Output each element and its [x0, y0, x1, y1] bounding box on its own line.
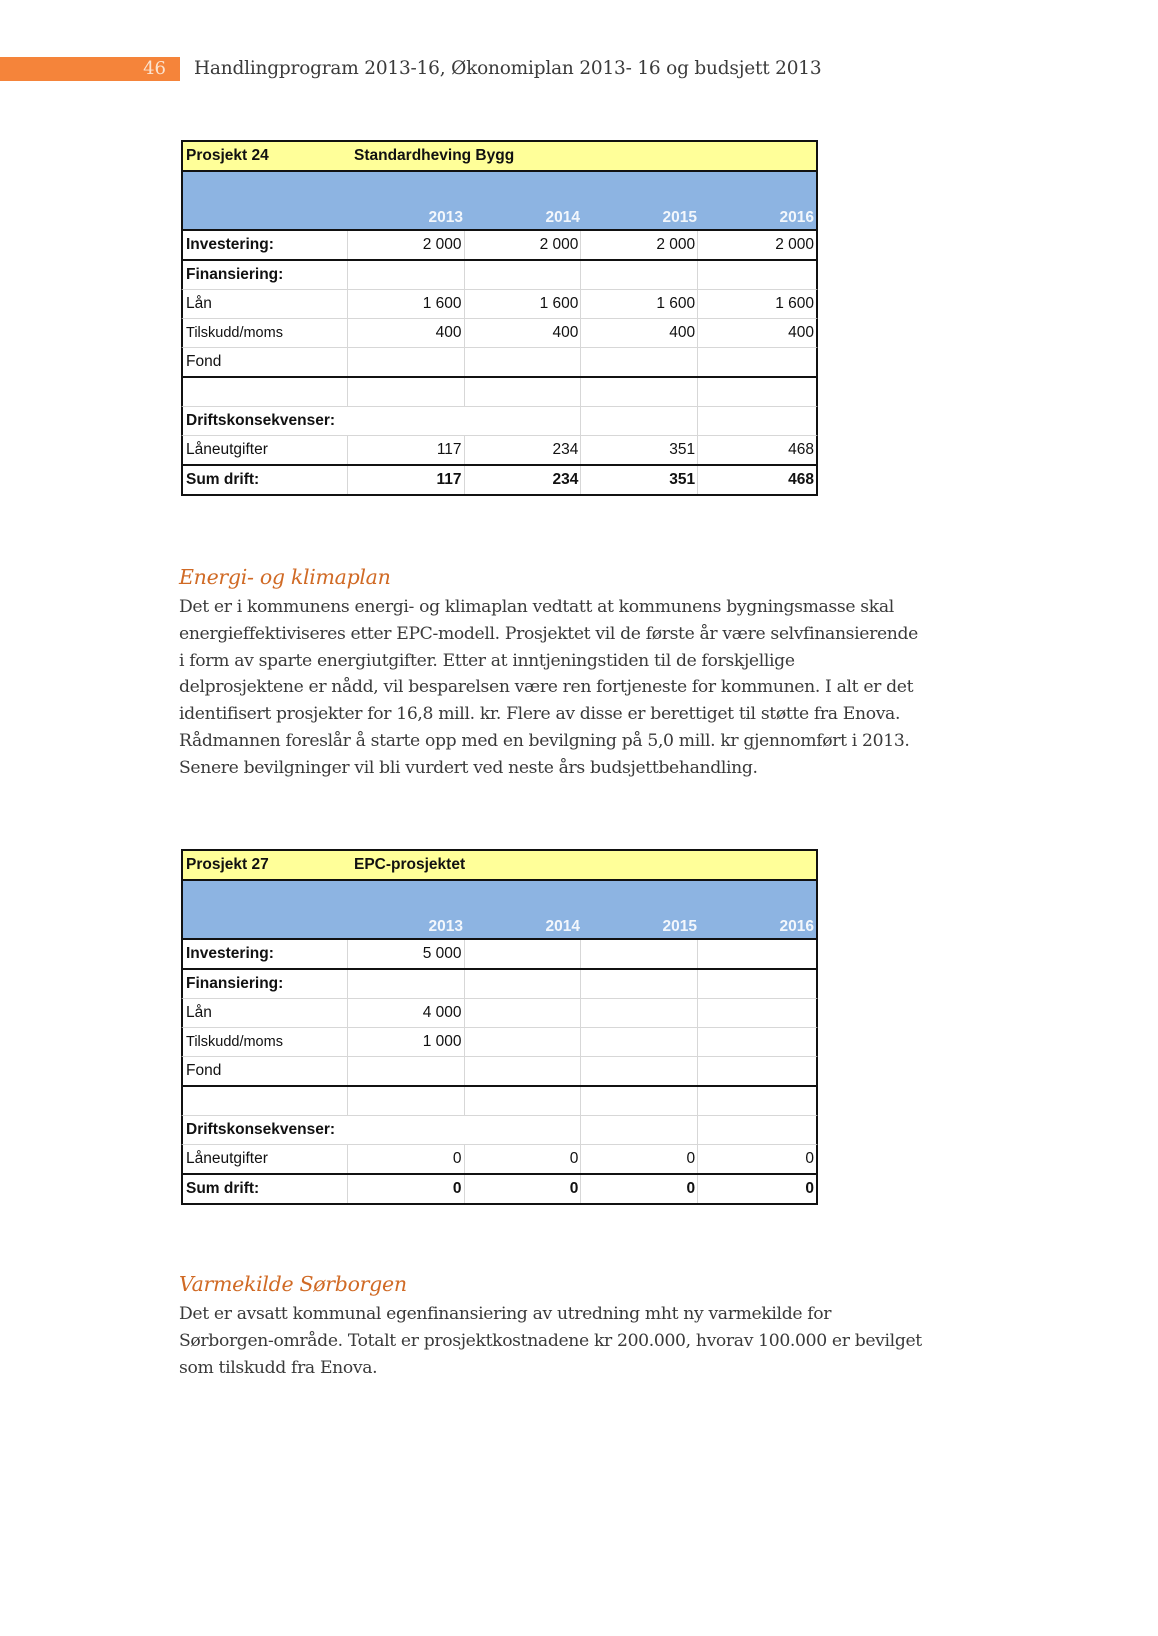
body-line: energieffektiviseres etter EPC-modell. Prosjektet vil de første år være selvfinansierende [179, 623, 918, 644]
cell-value [465, 348, 582, 376]
table-row-sum-drift [181, 466, 818, 496]
cell-value [698, 378, 816, 406]
row-label: Driftskonsekvenser: [186, 1121, 336, 1138]
cell-value [581, 378, 698, 406]
cell-value [698, 940, 816, 968]
table-row-laneutgifter [181, 1145, 818, 1175]
section-heading-energi: Energi- og klimaplan [179, 565, 391, 589]
cell-value: 1 600 [465, 290, 582, 318]
table-row-tilskudd [181, 319, 818, 348]
row-label: Investering: [183, 231, 348, 259]
document-title: Handlingprogram 2013-16, Økonomiplan 2013- 16 og budsjett 2013 [194, 58, 822, 79]
cell-value [581, 940, 698, 968]
cell-value [581, 1116, 698, 1144]
year-header-row [181, 172, 818, 231]
row-label: Sum drift: [183, 1175, 348, 1203]
cell-value [581, 407, 698, 435]
cell-value [465, 999, 582, 1027]
cell-value [698, 261, 816, 289]
table-row-fond [181, 348, 818, 378]
project-name: EPC-prosjektet [354, 856, 466, 873]
table-row-laneutgifter [181, 436, 818, 466]
row-label: Investering: [183, 940, 348, 968]
row-label: Lån [183, 999, 348, 1027]
cell-value: 4 000 [348, 999, 465, 1027]
project-id: Prosjekt 27 [186, 856, 269, 873]
table-row-empty [181, 378, 818, 407]
cell-value [698, 1057, 816, 1085]
cell-value [465, 378, 582, 406]
project-name: Standardheving Bygg [354, 147, 515, 164]
cell-value: 117 [348, 436, 465, 464]
year-header: 2013 [428, 918, 463, 935]
cell-value [581, 1057, 698, 1085]
year-header: 2016 [779, 209, 814, 226]
cell-value [698, 970, 816, 998]
cell-value: 2 000 [465, 231, 582, 259]
cell-value: 2 000 [348, 231, 465, 259]
section-body-varmekilde [179, 1301, 969, 1381]
cell-value: 351 [581, 436, 698, 464]
project-27-table [181, 849, 818, 1205]
table-row-lan [181, 999, 818, 1028]
body-line: Det er i kommunens energi- og klimaplan vedtatt at kommunens bygningsmasse skal [179, 597, 894, 617]
cell-value [581, 999, 698, 1027]
cell-value: 400 [788, 324, 814, 341]
cell-value [348, 1087, 465, 1115]
table-row-investering [181, 231, 818, 261]
body-line: i form av sparte energiutgifter. Etter at inntjeningstiden til de forskjellige [179, 650, 795, 671]
cell-value: 0 [805, 1180, 814, 1197]
body-line: Sørborgen-område. Totalt er prosjektkostnadene kr 200.000, hvorav 100.000 er bevilget [179, 1330, 922, 1351]
year-header: 2016 [779, 918, 814, 935]
section-heading-varmekilde: Varmekilde Sørborgen [179, 1272, 407, 1296]
cell-value: 2 000 [581, 231, 698, 259]
table-row-finansiering [181, 970, 818, 999]
cell-value: 234 [465, 466, 582, 494]
cell-value: 0 [581, 1145, 698, 1173]
year-header-row [181, 881, 818, 940]
cell-value: 351 [581, 466, 698, 494]
cell-value: 1 000 [348, 1028, 465, 1056]
row-label: Tilskudd/moms [183, 1028, 348, 1056]
year-header: 2014 [545, 918, 580, 935]
body-line: Senere bevilgninger vil bli vurdert ved neste års budsjettbehandling. [179, 757, 758, 778]
cell-value [348, 970, 465, 998]
cell-value [348, 378, 465, 406]
row-label: Finansiering: [183, 970, 348, 998]
cell-value: 2 000 [775, 236, 814, 253]
cell-value [465, 970, 582, 998]
row-label [183, 378, 348, 406]
cell-value [581, 348, 698, 376]
cell-value [581, 261, 698, 289]
row-label: Finansiering: [183, 261, 348, 289]
year-header: 2015 [662, 209, 697, 226]
cell-value [483, 1116, 582, 1144]
table-row-sum-drift [181, 1175, 818, 1205]
table-row-finansiering [181, 261, 818, 290]
cell-value: 117 [348, 466, 465, 494]
cell-value: 234 [465, 436, 582, 464]
body-line: Rådmannen foreslår å starte opp med en bevilgning på 5,0 mill. kr gjennomført i 2013. [179, 730, 910, 751]
cell-value [465, 940, 582, 968]
table-title-row [181, 849, 818, 881]
cell-value [698, 407, 816, 435]
cell-value: 1 600 [775, 295, 814, 312]
cell-value [581, 1087, 698, 1115]
cell-value: 0 [465, 1175, 582, 1203]
cell-value [348, 261, 465, 289]
cell-value [465, 1087, 582, 1115]
cell-value [581, 1028, 698, 1056]
section-body-energi [179, 594, 969, 782]
cell-value: 0 [348, 1145, 465, 1173]
cell-value: 468 [788, 441, 814, 458]
row-label: Fond [183, 1057, 348, 1085]
cell-value [348, 348, 465, 376]
cell-value [698, 1116, 816, 1144]
row-label [183, 1087, 348, 1115]
row-label: Lån [183, 290, 348, 318]
row-label: Låneutgifter [183, 1145, 348, 1173]
year-header: 2014 [545, 209, 580, 226]
cell-value: 1 600 [348, 290, 465, 318]
cell-value: 400 [581, 319, 698, 347]
cell-value: 1 600 [581, 290, 698, 318]
table-row-empty [181, 1087, 818, 1116]
row-label: Fond [183, 348, 348, 376]
cell-value [483, 407, 582, 435]
cell-value: 400 [348, 319, 465, 347]
cell-value [698, 348, 816, 376]
row-label: Tilskudd/moms [183, 319, 348, 347]
cell-value: 0 [465, 1145, 582, 1173]
table-row-tilskudd [181, 1028, 818, 1057]
cell-value [465, 1057, 582, 1085]
cell-value [698, 1028, 816, 1056]
project-24-table [181, 140, 818, 496]
body-line: Det er avsatt kommunal egenfinansiering av utredning mht ny varmekilde for [179, 1304, 832, 1324]
cell-value [465, 261, 582, 289]
cell-value: 0 [805, 1150, 814, 1167]
row-label: Driftskonsekvenser: [186, 412, 336, 429]
cell-value: 468 [788, 471, 814, 488]
cell-value [581, 970, 698, 998]
year-header: 2015 [662, 918, 697, 935]
table-title-row [181, 140, 818, 172]
row-label: Låneutgifter [183, 436, 348, 464]
body-line: identifisert prosjekter for 16,8 mill. kr. Flere av disse er berettiget til støtte fra Enova. [179, 704, 901, 725]
table-row-investering [181, 940, 818, 970]
table-row-fond [181, 1057, 818, 1087]
project-id: Prosjekt 24 [186, 147, 269, 164]
page-number: 46 [143, 58, 166, 79]
cell-value: 5 000 [348, 940, 465, 968]
cell-value [698, 1087, 816, 1115]
page-number-bar [0, 57, 180, 81]
body-line: som tilskudd fra Enova. [179, 1357, 378, 1378]
table-row-lan [181, 290, 818, 319]
year-header: 2013 [428, 209, 463, 226]
cell-value [465, 1028, 582, 1056]
cell-value: 400 [465, 319, 582, 347]
cell-value: 0 [581, 1175, 698, 1203]
cell-value [698, 999, 816, 1027]
table-row-driftskonsekvenser [181, 1116, 818, 1145]
cell-value [348, 1057, 465, 1085]
row-label: Sum drift: [183, 466, 348, 494]
body-line: delprosjektene er nådd, vil besparelsen være ren fortjeneste for kommunen. I alt er det [179, 677, 914, 698]
table-row-driftskonsekvenser [181, 407, 818, 436]
cell-value: 0 [348, 1175, 465, 1203]
